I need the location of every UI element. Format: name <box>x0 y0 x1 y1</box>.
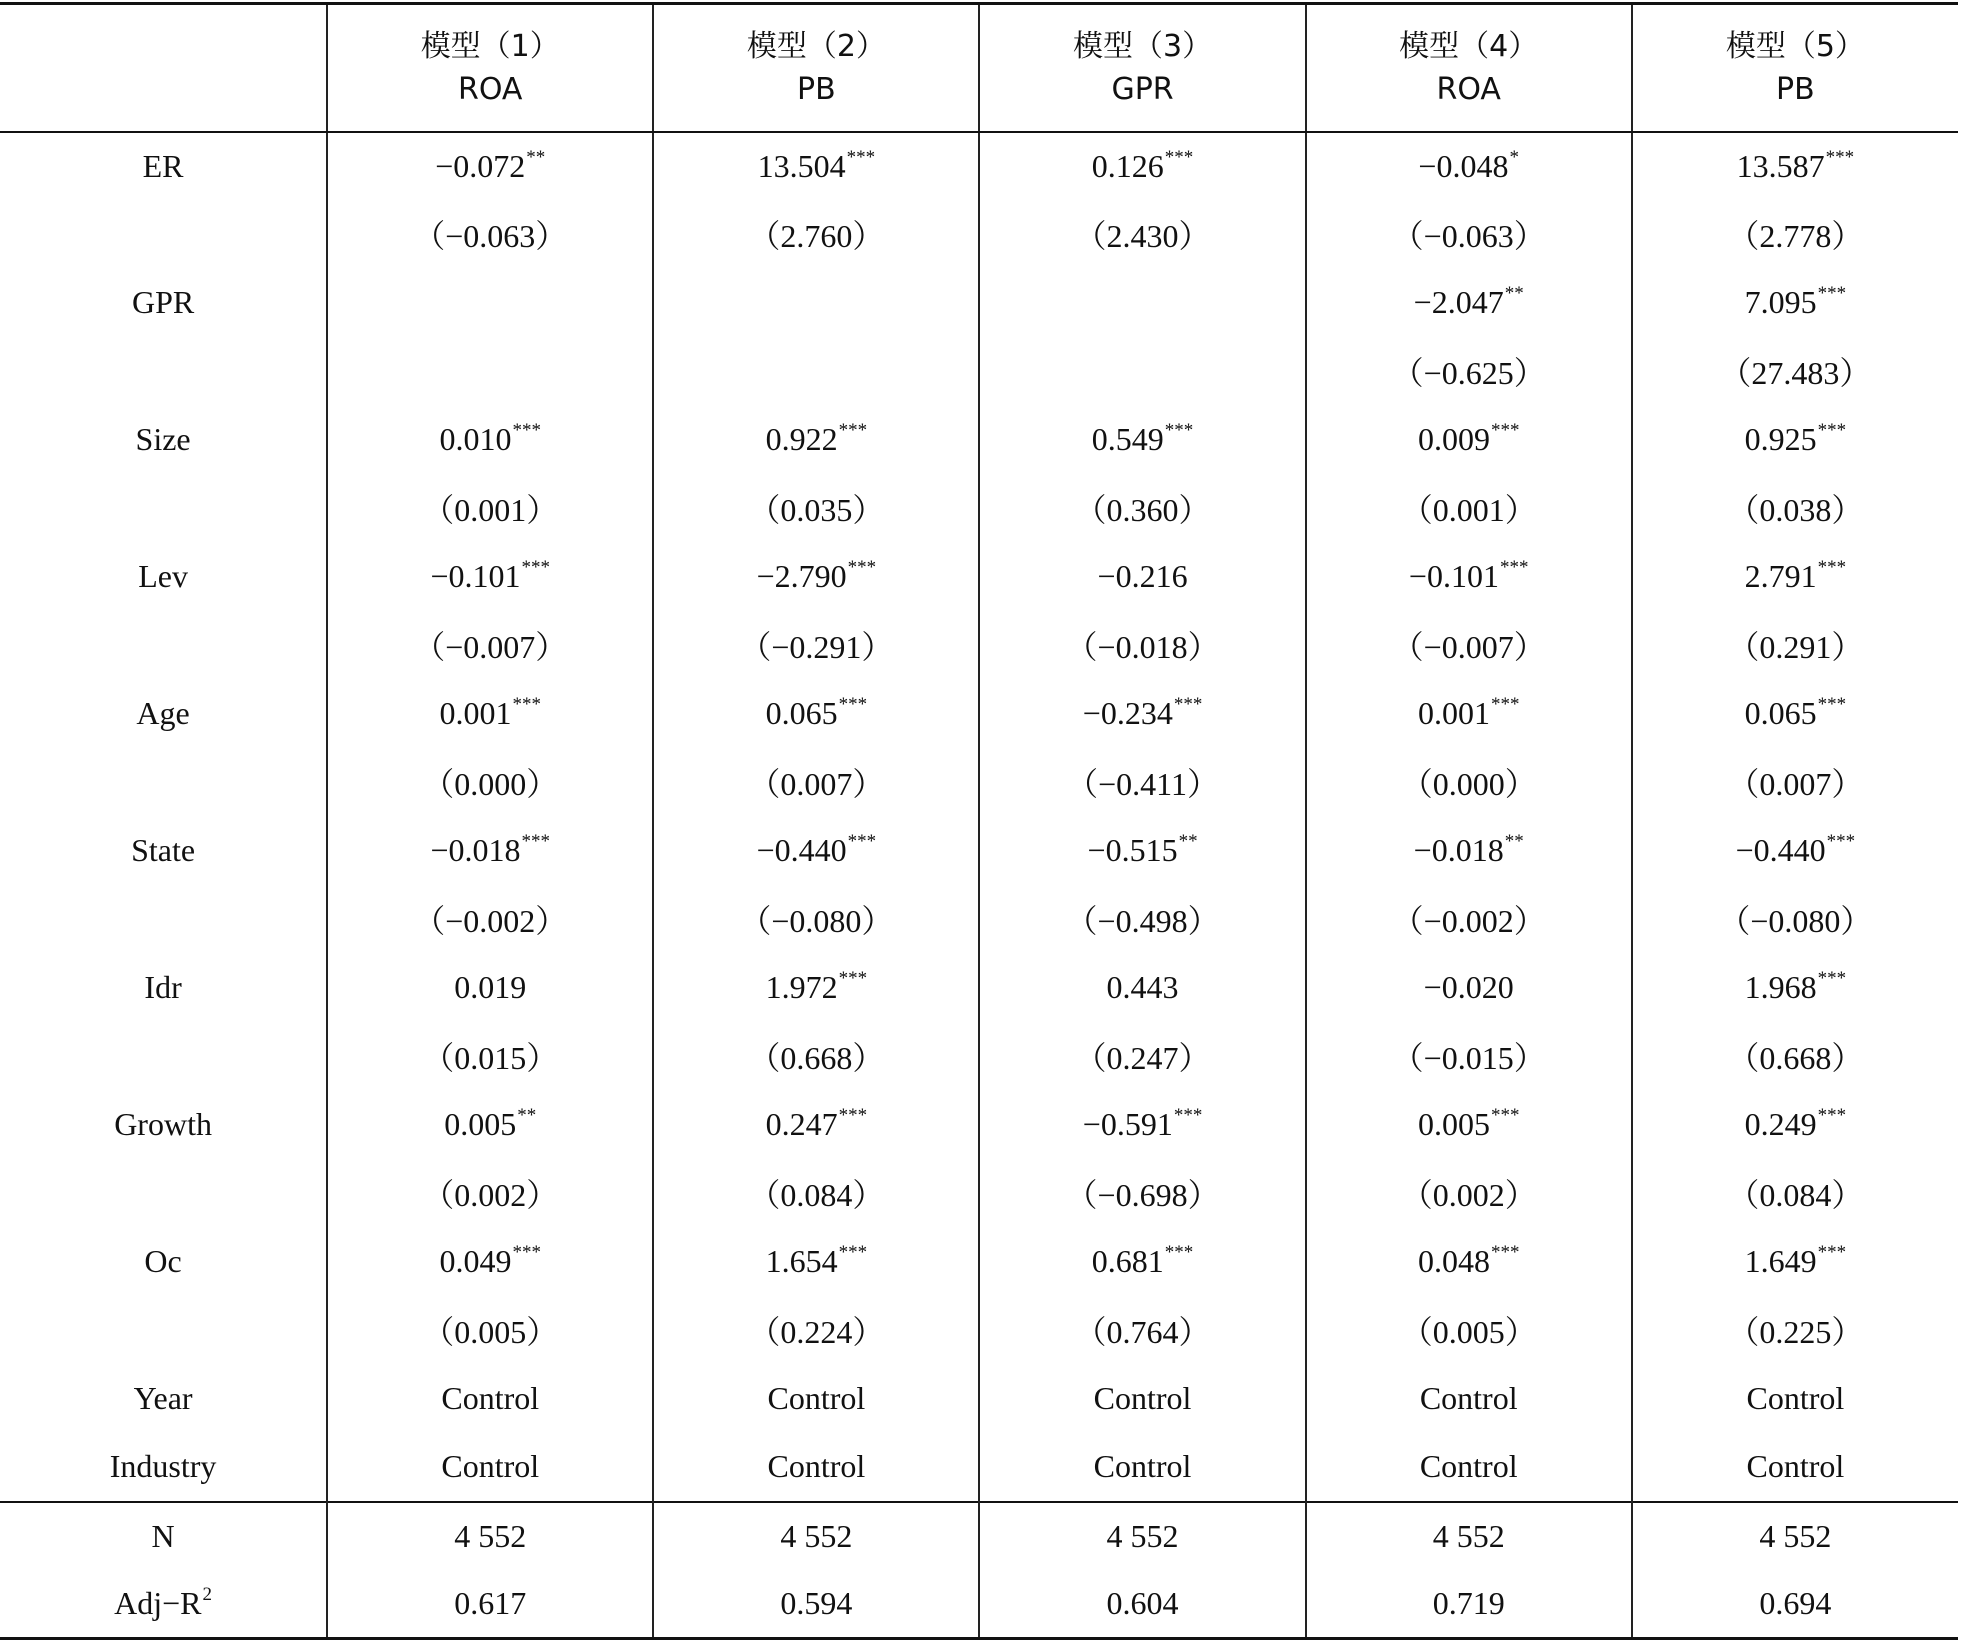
standard-error-value: （ 0.035 ） <box>748 492 884 528</box>
standard-error-value: （ 0.005 ） <box>1401 1314 1537 1350</box>
significance-stars: *** <box>512 694 541 715</box>
standard-error-cell <box>1306 1022 1632 1091</box>
standard-error-cell <box>1632 885 1958 954</box>
adj-r2-value: 0.617 <box>327 1570 653 1639</box>
coefficient-value: −0.101 <box>1408 558 1499 595</box>
coefficient-cell <box>653 817 979 886</box>
standard-error-cell <box>979 474 1305 543</box>
significance-stars: *** <box>838 420 868 441</box>
standard-error-value: （ 0.291 ） <box>1727 629 1863 665</box>
standard-error-cell <box>1632 748 1958 817</box>
coefficient-cell <box>327 406 653 475</box>
control-value: Control <box>979 1433 1305 1502</box>
significance-stars: *** <box>1817 968 1847 989</box>
standard-error-cell <box>979 200 1305 269</box>
coefficient-cell <box>1306 680 1632 749</box>
standard-error-value: （ −0.291 ） <box>739 629 893 665</box>
significance-stars: ** <box>1178 831 1198 852</box>
coefficient-value: 0.005 <box>444 1106 517 1143</box>
coefficient-cell <box>653 543 979 612</box>
standard-error-cell <box>979 1296 1305 1365</box>
coefficient-value: 0.247 <box>765 1106 838 1143</box>
header-model-3 <box>979 4 1305 132</box>
significance-stars: *** <box>1817 283 1847 304</box>
significance-stars: *** <box>1817 420 1847 441</box>
coefficient-value: −0.048 <box>1418 147 1509 184</box>
standard-error-value: （ 0.360 ） <box>1075 492 1211 528</box>
standard-error-row <box>0 1022 1958 1091</box>
dependent-variable: ROA <box>458 71 523 107</box>
coefficient-cell <box>653 1091 979 1160</box>
standard-error-value: （ 0.000 ） <box>1401 766 1537 802</box>
header-corner <box>0 4 327 132</box>
control-value: Control <box>327 1433 653 1502</box>
significance-stars: *** <box>1490 1105 1520 1126</box>
coefficient-value: 0.126 <box>1091 147 1164 184</box>
adj-r2-label <box>0 1570 327 1639</box>
standard-error-cell <box>1306 1296 1632 1365</box>
coefficient-row <box>0 1091 1958 1160</box>
variable-label: Age <box>136 695 190 732</box>
header-model-4 <box>1306 4 1632 132</box>
header-model-1 <box>327 4 653 132</box>
coefficient-cell <box>979 680 1305 749</box>
standard-error-value: （ −0.018 ） <box>1066 629 1220 665</box>
coefficient-cell <box>979 1228 1305 1297</box>
standard-error-row <box>0 1159 1958 1228</box>
coefficient-value: 0.001 <box>439 695 512 732</box>
significance-stars: ** <box>1504 283 1524 304</box>
coefficient-cell <box>979 406 1305 475</box>
coefficient-row <box>0 132 1958 201</box>
coefficient-row <box>0 954 1958 1023</box>
standard-error-row <box>0 885 1958 954</box>
variable-label: Lev <box>138 558 188 595</box>
control-row <box>0 1433 1958 1502</box>
standard-error-cell <box>653 1159 979 1228</box>
standard-error-cell <box>653 611 979 680</box>
coefficient-value: 0.019 <box>454 969 527 1006</box>
model-label: 模型（2） <box>746 28 886 64</box>
standard-error-cell <box>1306 337 1632 406</box>
coefficient-cell <box>1306 1228 1632 1297</box>
coefficient-cell <box>327 1091 653 1160</box>
significance-stars: *** <box>847 557 877 578</box>
significance-stars: ** <box>1504 831 1524 852</box>
coefficient-value: −0.591 <box>1082 1106 1173 1143</box>
standard-error-cell <box>653 337 979 406</box>
control-value: Control <box>653 1433 979 1502</box>
coefficient-cell <box>1632 954 1958 1023</box>
coefficient-value: 0.681 <box>1091 1243 1164 1280</box>
coefficient-value: 0.249 <box>1744 1106 1817 1143</box>
significance-stars: *** <box>1499 557 1529 578</box>
standard-error-row <box>0 337 1958 406</box>
coefficient-value: 0.922 <box>765 421 838 458</box>
control-label: Industry <box>109 1448 217 1485</box>
standard-error-value: （ 0.038 ） <box>1727 492 1863 528</box>
standard-error-cell <box>1632 337 1958 406</box>
standard-error-value: （ 0.084 ） <box>748 1177 884 1213</box>
observations-value: 4 552 <box>1632 1502 1958 1571</box>
standard-error-cell <box>979 337 1305 406</box>
standard-error-value: （ 2.760 ） <box>748 218 884 254</box>
standard-error-row <box>0 611 1958 680</box>
coefficient-value: 0.048 <box>1417 1243 1490 1280</box>
coefficient-value: 1.972 <box>765 969 838 1006</box>
coefficient-cell <box>653 680 979 749</box>
standard-error-cell <box>1632 1159 1958 1228</box>
standard-error-cell <box>327 1022 653 1091</box>
coefficient-cell <box>1306 817 1632 886</box>
significance-stars: *** <box>1817 694 1847 715</box>
adj-r2-value: 0.594 <box>653 1570 979 1639</box>
standard-error-value: （ −0.063 ） <box>1392 218 1546 254</box>
coefficient-value: 0.001 <box>1417 695 1490 732</box>
coefficient-row <box>0 543 1958 612</box>
standard-error-cell <box>327 337 653 406</box>
coefficient-cell <box>653 1228 979 1297</box>
standard-error-row <box>0 748 1958 817</box>
standard-error-cell <box>327 1296 653 1365</box>
control-value: Control <box>1632 1433 1958 1502</box>
coefficient-cell <box>1306 954 1632 1023</box>
coefficient-row <box>0 680 1958 749</box>
coefficient-cell <box>1632 543 1958 612</box>
coefficient-cell <box>327 1228 653 1297</box>
standard-error-cell <box>653 1296 979 1365</box>
coefficient-row <box>0 1228 1958 1297</box>
coefficient-cell <box>327 543 653 612</box>
variable-label: ER <box>142 147 184 184</box>
coefficient-value: 13.587 <box>1736 147 1825 184</box>
model-label: 模型（4） <box>1399 28 1539 64</box>
header-model-5 <box>1632 4 1958 132</box>
coefficient-value: 1.649 <box>1744 1243 1817 1280</box>
significance-stars: ** <box>526 146 546 168</box>
table-header <box>0 4 1958 132</box>
control-row <box>0 1365 1958 1434</box>
standard-error-cell <box>653 885 979 954</box>
significance-stars: *** <box>1825 146 1855 168</box>
model-label: 模型（1） <box>420 28 560 64</box>
control-value: Control <box>653 1365 979 1434</box>
standard-error-value: （ 0.764 ） <box>1075 1314 1211 1350</box>
coefficient-value: 0.049 <box>439 1243 512 1280</box>
significance-stars: *** <box>1490 1242 1520 1263</box>
coefficient-row <box>0 269 1958 338</box>
observations-value: 4 552 <box>653 1502 979 1571</box>
coefficient-value: 0.009 <box>1417 421 1490 458</box>
standard-error-cell <box>979 1022 1305 1091</box>
coefficient-cell <box>979 954 1305 1023</box>
standard-error-value: （ 0.015 ） <box>422 1040 558 1076</box>
coefficient-value: 2.791 <box>1744 558 1817 595</box>
coefficient-value: −0.020 <box>1423 969 1514 1006</box>
coefficient-cell <box>1306 1091 1632 1160</box>
standard-error-row <box>0 1296 1958 1365</box>
observations-value: 4 552 <box>979 1502 1305 1571</box>
standard-error-value: （ −0.625 ） <box>1392 355 1546 391</box>
coefficient-cell <box>1306 543 1632 612</box>
control-value: Control <box>327 1365 653 1434</box>
adj-r2-row <box>0 1570 1958 1639</box>
coefficient-value: −0.018 <box>1413 832 1504 869</box>
standard-error-cell <box>327 748 653 817</box>
control-value: Control <box>1306 1433 1632 1502</box>
dependent-variable: GPR <box>1111 71 1174 107</box>
standard-error-cell <box>653 200 979 269</box>
coefficient-value: −0.440 <box>1735 832 1826 869</box>
standard-error-value: （ 0.668 ） <box>1727 1040 1863 1076</box>
coefficient-cell <box>1306 406 1632 475</box>
standard-error-value: （ 0.007 ） <box>748 766 884 802</box>
coefficient-cell <box>979 269 1305 338</box>
variable-label: State <box>131 832 196 869</box>
control-value: Control <box>1632 1365 1958 1434</box>
coefficient-row <box>0 406 1958 475</box>
standard-error-cell <box>979 885 1305 954</box>
coefficient-cell <box>327 680 653 749</box>
standard-error-value: （ 0.005 ） <box>422 1314 558 1350</box>
standard-error-cell <box>653 474 979 543</box>
standard-error-cell <box>979 1159 1305 1228</box>
empty-label-cell <box>0 337 327 406</box>
standard-error-cell <box>1632 474 1958 543</box>
standard-error-value: （ 0.002 ） <box>422 1177 558 1213</box>
significance-stars: *** <box>1490 694 1520 715</box>
dependent-variable: ROA <box>1436 71 1501 107</box>
coefficient-cell <box>1632 132 1958 201</box>
header-row <box>0 4 1958 132</box>
coefficient-cell <box>979 1091 1305 1160</box>
dependent-variable: PB <box>797 71 836 107</box>
significance-stars: *** <box>1817 1105 1847 1126</box>
adj-r2-value: 0.719 <box>1306 1570 1632 1639</box>
table-body <box>0 132 1958 1639</box>
variable-label: Oc <box>144 1243 182 1280</box>
standard-error-value: （ −0.002 ） <box>413 903 567 939</box>
observations-value: 4 552 <box>327 1502 653 1571</box>
coefficient-cell <box>1306 132 1632 201</box>
coefficient-value: −0.018 <box>430 832 521 869</box>
coefficient-value: 0.065 <box>765 695 838 732</box>
coefficient-value: 0.925 <box>1744 421 1817 458</box>
coefficient-cell <box>1632 1091 1958 1160</box>
coefficient-cell <box>979 132 1305 201</box>
standard-error-row <box>0 474 1958 543</box>
coefficient-cell <box>653 954 979 1023</box>
standard-error-cell <box>1632 200 1958 269</box>
coefficient-value: −0.234 <box>1082 695 1173 732</box>
significance-stars: *** <box>1173 1105 1203 1126</box>
significance-stars: *** <box>838 694 868 715</box>
standard-error-cell <box>1306 885 1632 954</box>
coefficient-value: 0.010 <box>439 421 512 458</box>
coefficient-value: −0.216 <box>1097 558 1188 595</box>
coefficient-cell <box>653 269 979 338</box>
standard-error-cell <box>1306 748 1632 817</box>
standard-error-cell <box>653 748 979 817</box>
standard-error-cell <box>1632 1296 1958 1365</box>
coefficient-cell <box>327 269 653 338</box>
standard-error-value: （ −0.498 ） <box>1066 903 1220 939</box>
coefficient-cell <box>1632 680 1958 749</box>
standard-error-value: （ 0.001 ） <box>1401 492 1537 528</box>
variable-label: Idr <box>144 969 182 1006</box>
standard-error-cell <box>1306 611 1632 680</box>
observations-value: 4 552 <box>1306 1502 1632 1571</box>
empty-label-cell <box>0 1159 327 1228</box>
empty-label-cell <box>0 1022 327 1091</box>
significance-stars: *** <box>1164 146 1194 168</box>
standard-error-value: （ −0.411 ） <box>1066 766 1219 802</box>
standard-error-cell <box>1632 1022 1958 1091</box>
significance-stars: *** <box>512 420 541 441</box>
significance-stars: *** <box>1164 1242 1194 1263</box>
standard-error-value: （ 0.000 ） <box>422 766 558 802</box>
coefficient-cell <box>1632 1228 1958 1297</box>
model-label: 模型（3） <box>1073 28 1213 64</box>
adj-r2-superscript: 2 <box>202 1583 213 1605</box>
variable-label: GPR <box>131 284 195 321</box>
empty-label-cell <box>0 1296 327 1365</box>
dependent-variable: PB <box>1776 71 1815 107</box>
coefficient-row <box>0 817 1958 886</box>
coefficient-cell <box>1632 269 1958 338</box>
coefficient-cell <box>327 954 653 1023</box>
empty-label-cell <box>0 474 327 543</box>
standard-error-value: （ 0.001 ） <box>422 492 558 528</box>
standard-error-cell <box>1306 474 1632 543</box>
coefficient-value: −2.047 <box>1413 284 1504 321</box>
standard-error-cell <box>1306 1159 1632 1228</box>
standard-error-cell <box>1632 611 1958 680</box>
standard-error-cell <box>327 200 653 269</box>
standard-error-value: （ 27.483 ） <box>1719 355 1871 391</box>
coefficient-cell <box>979 543 1305 612</box>
significance-stars: *** <box>521 557 550 578</box>
significance-stars: *** <box>838 1242 868 1263</box>
empty-label-cell <box>0 885 327 954</box>
coefficient-value: −0.101 <box>430 558 521 595</box>
coefficient-cell <box>653 132 979 201</box>
regression-table <box>0 2 1958 1640</box>
observations-row <box>0 1502 1958 1571</box>
standard-error-value: （ 0.225 ） <box>1727 1314 1863 1350</box>
standard-error-value: （ −0.698 ） <box>1066 1177 1220 1213</box>
standard-error-cell <box>979 748 1305 817</box>
coefficient-cell <box>653 406 979 475</box>
coefficient-cell <box>1632 406 1958 475</box>
empty-label-cell <box>0 200 327 269</box>
standard-error-value: （ −0.007 ） <box>1392 629 1546 665</box>
significance-stars: *** <box>847 831 877 852</box>
adj-r2-label-text: Adj−R <box>114 1585 202 1621</box>
significance-stars: *** <box>1817 1242 1847 1263</box>
standard-error-value: （ 2.430 ） <box>1075 218 1211 254</box>
standard-error-value: （ 0.247 ） <box>1075 1040 1211 1076</box>
standard-error-value: （ 0.668 ） <box>748 1040 884 1076</box>
coefficient-value: −0.515 <box>1087 832 1178 869</box>
standard-error-cell <box>327 474 653 543</box>
standard-error-cell <box>327 611 653 680</box>
empty-label-cell <box>0 748 327 817</box>
standard-error-value: （ −0.007 ） <box>413 629 567 665</box>
coefficient-cell <box>979 817 1305 886</box>
standard-error-value: （ 0.224 ） <box>748 1314 884 1350</box>
standard-error-cell <box>327 1159 653 1228</box>
standard-error-value: （ 0.007 ） <box>1727 766 1863 802</box>
coefficient-value: −2.790 <box>756 558 847 595</box>
coefficient-value: −0.072 <box>435 147 526 184</box>
significance-stars: *** <box>521 831 550 852</box>
control-label: Year <box>133 1380 193 1417</box>
variable-label: Size <box>135 421 191 458</box>
significance-stars: *** <box>1490 420 1520 441</box>
coefficient-cell <box>327 817 653 886</box>
significance-stars: *** <box>838 1105 868 1126</box>
standard-error-cell <box>979 611 1305 680</box>
coefficient-value: 0.065 <box>1744 695 1817 732</box>
adj-r2-value: 0.694 <box>1632 1570 1958 1639</box>
coefficient-value: 13.504 <box>757 147 846 184</box>
standard-error-value: （ −0.080 ） <box>1718 903 1872 939</box>
coefficient-value: −0.440 <box>756 832 847 869</box>
significance-stars: *** <box>1817 557 1847 578</box>
standard-error-cell <box>1306 200 1632 269</box>
coefficient-value: 1.654 <box>765 1243 838 1280</box>
model-label: 模型（5） <box>1725 28 1865 64</box>
control-value: Control <box>979 1365 1305 1434</box>
significance-stars: *** <box>512 1242 541 1263</box>
coefficient-value: 0.549 <box>1091 421 1164 458</box>
observations-label: N <box>0 1502 327 1571</box>
significance-stars: *** <box>838 968 868 989</box>
adj-r2-value: 0.604 <box>979 1570 1305 1639</box>
empty-label-cell <box>0 611 327 680</box>
standard-error-cell <box>653 1022 979 1091</box>
coefficient-cell <box>1632 817 1958 886</box>
standard-error-value: （ 0.002 ） <box>1401 1177 1537 1213</box>
coefficient-cell <box>1306 269 1632 338</box>
standard-error-row <box>0 200 1958 269</box>
standard-error-value: （ 2.778 ） <box>1727 218 1863 254</box>
significance-stars: *** <box>1173 694 1203 715</box>
control-value: Control <box>1306 1365 1632 1434</box>
standard-error-cell <box>327 885 653 954</box>
coefficient-value: 1.968 <box>1744 969 1817 1006</box>
standard-error-value: （ −0.080 ） <box>739 903 893 939</box>
standard-error-value: （ −0.063 ） <box>413 218 567 254</box>
header-model-2 <box>653 4 979 132</box>
significance-stars: *** <box>1826 831 1856 852</box>
variable-label: Growth <box>114 1106 212 1143</box>
coefficient-value: 0.443 <box>1106 969 1179 1006</box>
coefficient-value: 7.095 <box>1744 284 1817 321</box>
standard-error-value: （ −0.015 ） <box>1392 1040 1546 1076</box>
significance-stars: *** <box>846 146 876 168</box>
significance-stars: *** <box>1164 420 1194 441</box>
significance-stars: ** <box>517 1105 537 1126</box>
standard-error-value: （ 0.084 ） <box>1727 1177 1863 1213</box>
significance-stars: * <box>1509 146 1519 168</box>
standard-error-value: （ −0.002 ） <box>1392 903 1546 939</box>
coefficient-cell <box>327 132 653 201</box>
coefficient-value: 0.005 <box>1417 1106 1490 1143</box>
